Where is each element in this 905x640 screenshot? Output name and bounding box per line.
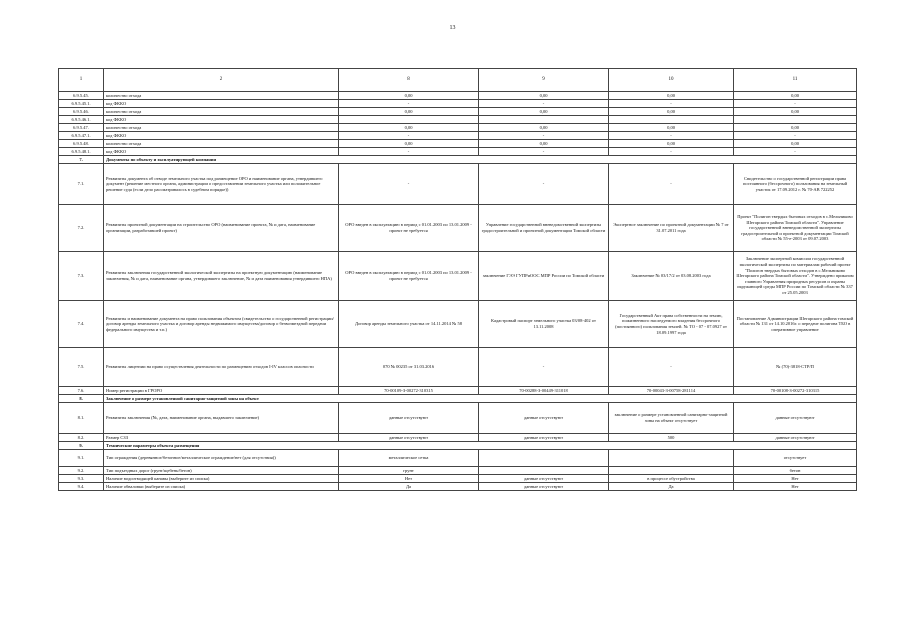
col-11-value: 70-00108-З-00272-310315 xyxy=(734,387,857,395)
col-8-value: данные отсутствуют xyxy=(339,403,479,434)
row-description: Наличие водоотводящей канавы (выберите из списка) xyxy=(104,475,339,483)
col-9-value: - xyxy=(479,164,609,205)
row-number: 9.1. xyxy=(59,450,104,467)
col-8-value: Договор аренды земельного участка от 14.11.2014 № 58 xyxy=(339,301,479,348)
col-9-value: Кадастровый паспорт земельного участка 03/08-402 от 13.11.2008 xyxy=(479,301,609,348)
col-9-value: 0,00 xyxy=(479,124,609,132)
col-9-value: Управление государственной вневедомственной экспертизы градостроительной и проектной документации Томской области xyxy=(479,205,609,252)
row-number: 7.3. xyxy=(59,252,104,301)
col-11-value: 0,00 xyxy=(734,140,857,148)
col-8-value: данные отсутствуют xyxy=(339,434,479,442)
col-11-value: - xyxy=(734,100,857,108)
row-number: 6.9.5.48.1. xyxy=(59,148,104,156)
row-description: Реквизиты и наименование документа на право пользования объектом (свидетельство о государственной регистрации/договор аренды земельного участка и договор аренды недвижимого имущества/договор о безвозмездной передачи федерального имущества и т.п.) xyxy=(104,301,339,348)
col-9-value: - xyxy=(479,132,609,140)
row-number: 6.9.5.46.1. xyxy=(59,116,104,124)
section-title: Документы по объекту и эксплуатирующей компании xyxy=(104,156,857,164)
col-11-value: отсутствует xyxy=(734,450,857,467)
table-row xyxy=(59,483,857,491)
col-11-value: 0,00 xyxy=(734,124,857,132)
col-10-value: 70-00043-З-00758-281114 xyxy=(609,387,734,395)
col-10-value: Экспертное заключение по проектной документации № 7 от 31.07.2011 года xyxy=(609,205,734,252)
col-11-value: данные отсутствуют xyxy=(734,403,857,434)
col-11-value: Постановление Администрации Шегарского района томской области № 131 от 14.10.2016г. о передаче полигона ТБО в оперативное управление xyxy=(734,301,857,348)
row-description: Тип подъездных дорог (грунт/щебень/бетон) xyxy=(104,467,339,475)
col-8-value: - xyxy=(339,132,479,140)
column-header: 11 xyxy=(734,69,857,92)
row-number: 9.3. xyxy=(59,475,104,483)
section-title: Заключение о размере установленной санитарно-защитной зоны на объект xyxy=(104,395,857,403)
row-number: 6.9.5.45. xyxy=(59,92,104,100)
section-row xyxy=(59,156,857,164)
col-8-value: - xyxy=(339,100,479,108)
col-10-value: - xyxy=(609,148,734,156)
section-number: 9. xyxy=(59,442,104,450)
row-description: Реквизиты лицензии на право осуществления деятельности по размещению отходов I-IV классов опасности xyxy=(104,348,339,387)
col-9-value xyxy=(479,116,609,124)
col-8-value: - xyxy=(339,164,479,205)
col-8-value: ОРО введен в эксплуатацию в период с 01.01.2003 по 13.01.2009 - проект не требуется xyxy=(339,252,479,301)
row-number: 6.9.5.45.1. xyxy=(59,100,104,108)
row-number: 7.2. xyxy=(59,205,104,252)
col-11-value: Нет xyxy=(734,483,857,491)
col-10-value: - xyxy=(609,164,734,205)
section-row xyxy=(59,442,857,450)
table-row xyxy=(59,387,857,395)
row-description: Наличие обваловки (выберите из списка) xyxy=(104,483,339,491)
col-10-value: - xyxy=(609,132,734,140)
row-number: 9.4. xyxy=(59,483,104,491)
table-body xyxy=(59,92,857,491)
table-row xyxy=(59,148,857,156)
section-row xyxy=(59,395,857,403)
col-9-value: - xyxy=(479,100,609,108)
col-8-value: 70-00109-З-00272-310315 xyxy=(339,387,479,395)
table-row xyxy=(59,403,857,434)
column-header: 10 xyxy=(609,69,734,92)
col-11-value: 0,00 xyxy=(734,108,857,116)
col-10-value xyxy=(609,467,734,475)
col-9-value: 70-00288-З-00449-311018 xyxy=(479,387,609,395)
row-description: Тип ограждения (деревянное/бетонное/металлическое ограждение/нет (для отсутствия)) xyxy=(104,450,339,467)
table-row xyxy=(59,116,857,124)
col-8-value: 0,00 xyxy=(339,140,479,148)
table-row xyxy=(59,100,857,108)
col-9-value: данные отсутствуют xyxy=(479,475,609,483)
waste-facility-table xyxy=(58,68,857,491)
col-11-value: Свидетельство о государственной регистрации права постоянного (бессрочного) пользования на земельный участок от 17.09.2012 г. № 70-АВ 722252 xyxy=(734,164,857,205)
col-9-value: данные отсутствуют xyxy=(479,403,609,434)
col-10-value: - xyxy=(609,348,734,387)
column-header: 2 xyxy=(104,69,339,92)
col-8-value: Нет xyxy=(339,475,479,483)
row-number: 8.2. xyxy=(59,434,104,442)
col-9-value xyxy=(479,467,609,475)
col-9-value: 0,00 xyxy=(479,108,609,116)
col-11-value: Проект "Полигон твердых бытовых отходов в с.Мельниково Шегарского района Томской области". Управление государственной вневедомственной экспертизы градостроительной и проектной документации Томской области № 55-е-2003 от 09.07.2003 xyxy=(734,205,857,252)
col-9-value: данные отсутствуют xyxy=(479,434,609,442)
row-description: код ФККО xyxy=(104,116,339,124)
table-row xyxy=(59,475,857,483)
col-9-value: 0,00 xyxy=(479,140,609,148)
col-8-value: металлическое сетка xyxy=(339,450,479,467)
table-row xyxy=(59,140,857,148)
row-description: код ФККО xyxy=(104,148,339,156)
col-8-value xyxy=(339,116,479,124)
row-number: 6.9.5.47. xyxy=(59,124,104,132)
col-8-value: 070 № 00235 от 31.03.2016 xyxy=(339,348,479,387)
col-10-value: 0,00 xyxy=(609,140,734,148)
row-description: количество отхода xyxy=(104,124,339,132)
table-row xyxy=(59,205,857,252)
col-11-value: Заключение экспертной комиссии государственной экологической экспертизы по материалам рабочий проект "Полигон твердых бытовых отходов в с.Мельниково Шегарского района Томской области". Утверждено приказом главного Управления природных ресурсов и охраны окружающей среды МПР России по Томской области № 337 от 25.05.2003 xyxy=(734,252,857,301)
row-description: количество отхода xyxy=(104,108,339,116)
col-10-value: заключение о размере установленной санитарно-защитной зоны на объект отсутствует xyxy=(609,403,734,434)
table-row xyxy=(59,450,857,467)
row-description: Реквизиты проектной документации на строительство ОРО (наименование проекта, № и дата, наименование организации, разработавшей проект) xyxy=(104,205,339,252)
table-row xyxy=(59,252,857,301)
table-row xyxy=(59,348,857,387)
col-8-value: 0,00 xyxy=(339,92,479,100)
col-10-value: 0,00 xyxy=(609,124,734,132)
col-11-value: бетон xyxy=(734,467,857,475)
row-number: 6.9.5.47.1. xyxy=(59,132,104,140)
row-description: Размер СЗЗ xyxy=(104,434,339,442)
col-11-value xyxy=(734,116,857,124)
col-11-value: данные отсутствуют xyxy=(734,434,857,442)
col-8-value: грунт xyxy=(339,467,479,475)
table-row xyxy=(59,132,857,140)
row-description: код ФККО xyxy=(104,100,339,108)
row-number: 6.9.5.46. xyxy=(59,108,104,116)
col-9-value: 0,00 xyxy=(479,92,609,100)
table-row xyxy=(59,124,857,132)
table-row xyxy=(59,108,857,116)
row-description: количество отхода xyxy=(104,140,339,148)
col-11-value: 0,00 xyxy=(734,92,857,100)
col-10-value: в процессе обустройства xyxy=(609,475,734,483)
row-number: 7.4. xyxy=(59,301,104,348)
col-9-value: заключение ГЭЭ ГУПРиООС МПР России по Томской области xyxy=(479,252,609,301)
table-row xyxy=(59,164,857,205)
row-description: Реквизиты заключения государственной экологической экспертизы на проектную документацию (наименование заключения, № и дата, наименование органа, утвердившего заключение, № и дата наименования утвердившего НПА) xyxy=(104,252,339,301)
col-10-value: 500 xyxy=(609,434,734,442)
col-9-value: - xyxy=(479,348,609,387)
column-header: 8 xyxy=(339,69,479,92)
col-9-value xyxy=(479,450,609,467)
col-9-value: данные отсутствуют xyxy=(479,483,609,491)
col-10-value: Заключение № 03/17/2 от 03.08.2003 года xyxy=(609,252,734,301)
table-row xyxy=(59,92,857,100)
table-header-row xyxy=(59,69,857,92)
table-row xyxy=(59,301,857,348)
col-10-value xyxy=(609,450,734,467)
section-number: 7. xyxy=(59,156,104,164)
col-10-value: 0,00 xyxy=(609,108,734,116)
row-number: 7.5. xyxy=(59,348,104,387)
table-row xyxy=(59,467,857,475)
row-description: количество отхода xyxy=(104,92,339,100)
table-row xyxy=(59,434,857,442)
column-header: 1 xyxy=(59,69,104,92)
col-11-value: - xyxy=(734,148,857,156)
row-number: 9.2. xyxy=(59,467,104,475)
section-title: Технические параметры объекта размещения xyxy=(104,442,857,450)
col-8-value: 0,00 xyxy=(339,124,479,132)
col-11-value: - xyxy=(734,132,857,140)
col-10-value: Государственный Акт права собственности на землю, пожизненного наследуемого владения бессрочного (постоянного) пользования землей. № ТО - 07 - 07.0927 от 18.09.1997 года xyxy=(609,301,734,348)
column-header: 9 xyxy=(479,69,609,92)
col-11-value: Нет xyxy=(734,475,857,483)
col-10-value xyxy=(609,116,734,124)
col-8-value: - xyxy=(339,148,479,156)
col-8-value: ОРО введен в эксплуатацию в период с 01.01.2003 по 13.01.2009 - проект не требуется xyxy=(339,205,479,252)
col-8-value: 0,00 xyxy=(339,108,479,116)
col-9-value: - xyxy=(479,148,609,156)
row-number: 8.1. xyxy=(59,403,104,434)
page-number: 13 xyxy=(449,25,456,31)
col-10-value: 0,00 xyxy=(609,92,734,100)
row-description: Номер регистрации в ГРОРО xyxy=(104,387,339,395)
row-number: 6.9.5.48. xyxy=(59,140,104,148)
row-description: Реквизиты заключения (№, дата, наименование органа, выдавшего заключение) xyxy=(104,403,339,434)
col-11-value: № (70)-3818-СТР/П xyxy=(734,348,857,387)
section-number: 8. xyxy=(59,395,104,403)
row-number: 7.1. xyxy=(59,164,104,205)
row-description: Реквизиты документа об отводе земельного участка под размещение ОРО и наименование органа, утвердившего документ (решение местного органа, администрации о предоставлении земельного участка или положительное решение суда (если дело рассматривалось в судебном порядке)) xyxy=(104,164,339,205)
col-10-value: Да xyxy=(609,483,734,491)
col-10-value: - xyxy=(609,100,734,108)
row-number: 7.6. xyxy=(59,387,104,395)
row-description: код ФККО xyxy=(104,132,339,140)
col-8-value: Да xyxy=(339,483,479,491)
